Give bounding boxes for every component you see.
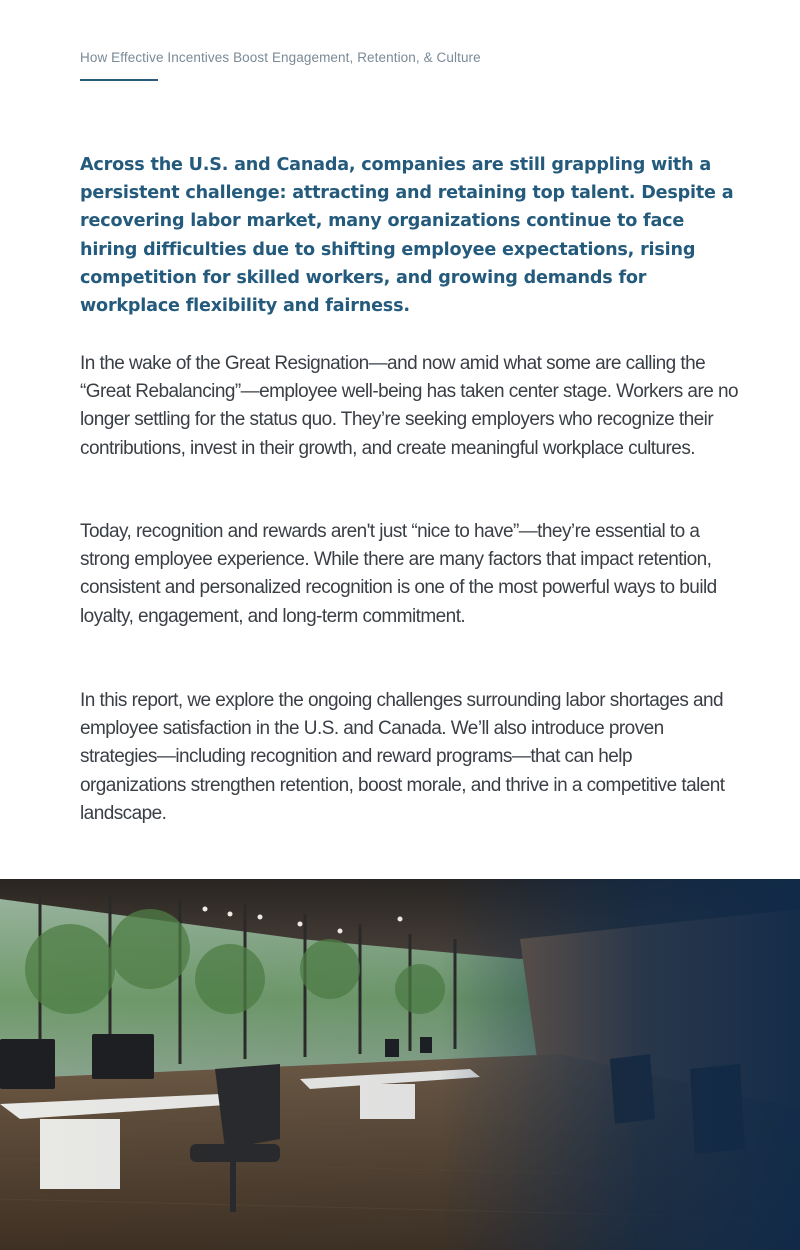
office-interior-image [0, 879, 800, 1250]
running-header-title: How Effective Incentives Boost Engagement, Retention, & Culture [80, 50, 481, 65]
body-paragraph-2: Today, recognition and rewards aren't just “nice to have”—they’re essential to a strong employee experience. While there are many factors that impact retention, consistent and personalized recognition is one of the most powerful ways to build loyalty, engagement, and long-term commitment. [80, 521, 717, 627]
body-paragraph-3: In this report, we explore the ongoing challenges surrounding labor shortages and employee satisfaction in the U.S. and Canada. We’ll also introduce proven strategies—including recognition and reward programs—that can help organizations strengthen retention, boost morale, and thrive in a competitive talent landscape. [80, 690, 725, 824]
intro-lead-paragraph: Across the U.S. and Canada, companies are still grappling with a persistent challenge: attracting and retaining top talent. Despite a recovering labor market, many organizations continue to face hiring difficulties due to shifting employee expectations, rising competition for skilled workers, and growing demands for workplace flexibility and fairness. [80, 155, 734, 317]
body-paragraph-1: In the wake of the Great Resignation—and now amid what some are calling the “Great Rebalancing”—employee well-being has taken center stage. Workers are no longer settling for the status quo. They’re seeking employers who recognize their contributions, invest in their growth, and create meaningful workplace cultures. [80, 353, 738, 459]
header-divider [80, 79, 158, 81]
